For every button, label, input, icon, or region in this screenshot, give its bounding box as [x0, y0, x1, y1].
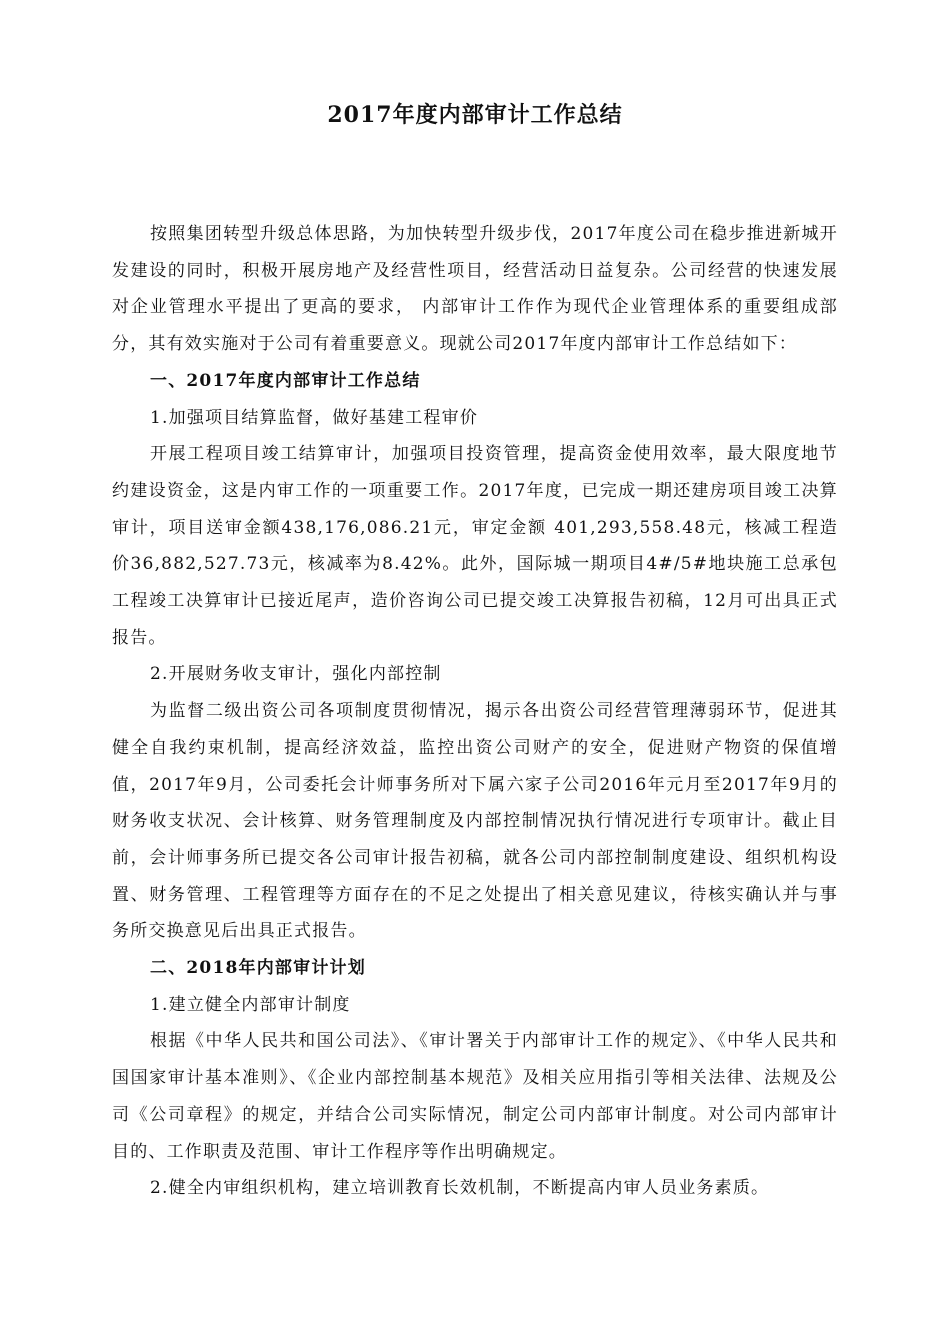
section-1-heading: 一、2017年度内部审计工作总结	[150, 370, 421, 391]
section-2-heading: 二、2018年内部审计计划	[150, 958, 366, 979]
section-1-item-1-title: 1.加强项目结算监督，做好基建工程审价	[150, 407, 479, 428]
section-1-item-1-paragraph: 开展工程项目竣工结算审计，加强项目投资管理，提高资金使用效率，最大限度地节约建设资金，这是内审工作的一项重要工作。2017年度，已完成一期还建房项目竣工决算审计，项目送审金额438,176,086.21元，审定金额 401,293,558.48元，核减工程造价36,882,527.73元，核减率为8.42%。此外，国际城一期项目4#/5#地块施工总承包工程竣工决算审计已接近尾声，造价咨询公司已提交竣工决算报告初稿，12月可出具正式报告。	[112, 444, 838, 648]
document-title: 2017年度内部审计工作总结	[327, 102, 623, 128]
section-2-item-1-paragraph: 根据《中华人民共和国公司法》、《审计署关于内部审计工作的规定》、《中华人民共和国国家审计基本准则》、《企业内部控制基本规范》及相关应用指引等相关法律、法规及公司《公司章程》的规定，并结合公司实际情况，制定公司内部审计制度。对公司内部审计目的、工作职责及范围、审计工作程序等作出明确规定。	[112, 1031, 838, 1162]
section-1-item-2-title: 2.开展财务收支审计，强化内部控制	[150, 664, 442, 685]
intro-paragraph: 按照集团转型升级总体思路，为加快转型升级步伐，2017年度公司在稳步推进新城开发建设的同时，积极开展房地产及经营性项目，经营活动日益复杂。公司经营的快速发展对企业管理水平提出了更高的要求， 内部审计工作作为现代企业管理体系的重要组成部分，其有效实施对于公司有着重要意义。现就公司2017年度内部审计工作总结如下：	[112, 224, 838, 355]
section-2-item-1-title: 1.建立健全内部审计制度	[150, 994, 351, 1015]
document-body	[112, 216, 838, 1207]
section-1-item-2-paragraph: 为监督二级出资公司各项制度贯彻情况，揭示各出资公司经营管理薄弱环节，促进其健全自我约束机制，提高经济效益，监控出资公司财产的安全，促进财产物资的保值增值，2017年9月，公司委托会计师事务所对下属六家子公司2016年元月至2017年9月的财务收支状况、会计核算、财务管理制度及内部控制情况执行情况进行专项审计。截止目前，会计师事务所已提交各公司审计报告初稿，就各公司内部控制制度建设、组织机构设置、财务管理、工程管理等方面存在的不足之处提出了相关意见建议，待核实确认并与事务所交换意见后出具正式报告。	[112, 701, 838, 942]
section-2-item-2-title: 2.健全内审组织机构，建立培训教育长效机制，不断提高内审人员业务素质。	[150, 1178, 770, 1199]
